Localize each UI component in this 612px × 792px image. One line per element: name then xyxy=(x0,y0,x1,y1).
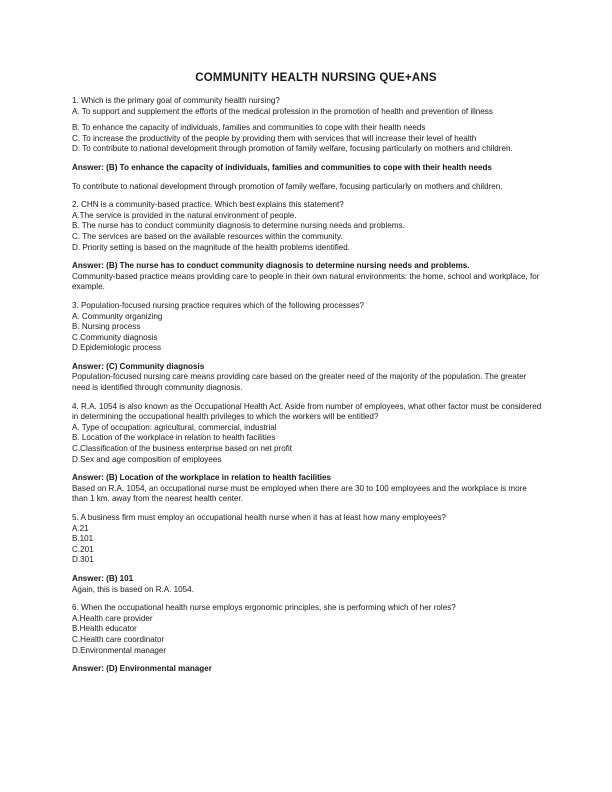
option-d: D.Environmental manager xyxy=(72,645,167,655)
question-6 xyxy=(72,603,542,675)
option-d: D.Epidemiologic process xyxy=(72,343,162,353)
answer: Answer: (B) The nurse has to conduct community diagnosis to determine nursing needs and problems. xyxy=(72,261,470,271)
answer: Answer: (B) 101 xyxy=(72,573,134,583)
option-d: D. Priority setting is based on the magnitude of the health problems identified. xyxy=(72,242,351,252)
option-a: A. To support and supplement the efforts of the medical profession in the promotion of health and prevention of illness xyxy=(72,106,493,116)
explanation: Community-based practice means providing care to people in their own natural environments: the home, school and workplace, for example. xyxy=(72,271,540,292)
question-1 xyxy=(72,96,542,192)
option-d: D.301 xyxy=(72,555,94,565)
option-b: B. The nurse has to conduct community diagnosis to determine nursing needs and problems. xyxy=(72,221,405,231)
answer: Answer: (B) Location of the workplace in relation to health facilities xyxy=(72,473,332,483)
option-a: A.The service is provided in the natural environment of people. xyxy=(72,210,297,220)
question-text: 3. Population-focused nursing practice requires which of the following processes? xyxy=(72,300,364,310)
option-c: C.Classification of the business enterprise based on net profit xyxy=(72,444,293,454)
option-c: C. The services are based on the available resources within the community. xyxy=(72,231,343,241)
question-2 xyxy=(72,200,542,293)
option-a: A.21 xyxy=(72,523,89,533)
option-a: A. Community organizing xyxy=(72,311,163,321)
explanation: Population-focused nursing care means providing care based on the greater need of the majority of the population. The greater need is identified through community diagnosis. xyxy=(72,372,527,393)
option-a: A.Health care provider xyxy=(72,613,153,623)
option-a: A. Type of occupation: agricultural, commercial, industrial xyxy=(72,422,277,432)
question-3 xyxy=(72,301,542,394)
option-d: D. To contribute to national development through promotion of family welfare, focusing particularly on mothers and children. xyxy=(72,144,513,154)
answer: Answer: (C) Community diagnosis xyxy=(72,361,205,371)
explanation: Again, this is based on R.A. 1054. xyxy=(72,584,194,594)
option-c: C.201 xyxy=(72,544,94,554)
option-b: B.101 xyxy=(72,534,94,544)
option-d: D.Sex and age composition of employees xyxy=(72,454,222,464)
question-text: 4. R.A. 1054 is also known as the Occupational Health Act. Aside from number of employees, what other factor must be considered in determining the occupational health privileges to which the workers will be entitled? xyxy=(72,401,542,422)
question-text: 6. When the occupational health nurse employs ergonomic principles, she is performing which of her roles? xyxy=(72,603,456,613)
explanation: Based on R.A. 1054, an occupational nurse must be employed when there are 30 to 100 employees and the workplace is more than 1 km. away from the nearest health center. xyxy=(72,483,527,504)
option-c: C.Health care coordinator xyxy=(72,634,165,644)
question-4 xyxy=(72,402,542,505)
page-title: COMMUNITY HEALTH NURSING QUE+ANS xyxy=(195,72,437,84)
explanation: To contribute to national development through promotion of family welfare, focusing particularly on mothers and children. xyxy=(72,181,503,191)
option-b: B. To enhance the capacity of individuals, families and communities to cope with their health needs xyxy=(72,123,426,133)
question-5 xyxy=(72,513,542,595)
answer: Answer: (B) To enhance the capacity of individuals, families and communities to cope with their health needs xyxy=(72,162,492,172)
question-text: 5. A business firm must employ an occupational health nurse when it has at least how many employees? xyxy=(72,513,446,522)
option-b: B.Health educator xyxy=(72,624,137,634)
question-text: 2. CHN is a community-based practice. Which best explains this statement? xyxy=(72,200,344,210)
document-page xyxy=(72,72,542,675)
option-c: C.Community diagnosis xyxy=(72,332,158,342)
option-b: B. Location of the workplace in relation to health facilities xyxy=(72,433,276,443)
answer: Answer: (D) Environmental manager xyxy=(72,664,212,674)
question-text: 1. Which is the primary goal of community health nursing? xyxy=(72,96,280,105)
option-b: B. Nursing process xyxy=(72,322,141,332)
option-c: C. To increase the productivity of the people by providing them with services that will increase their level of health xyxy=(72,133,477,143)
